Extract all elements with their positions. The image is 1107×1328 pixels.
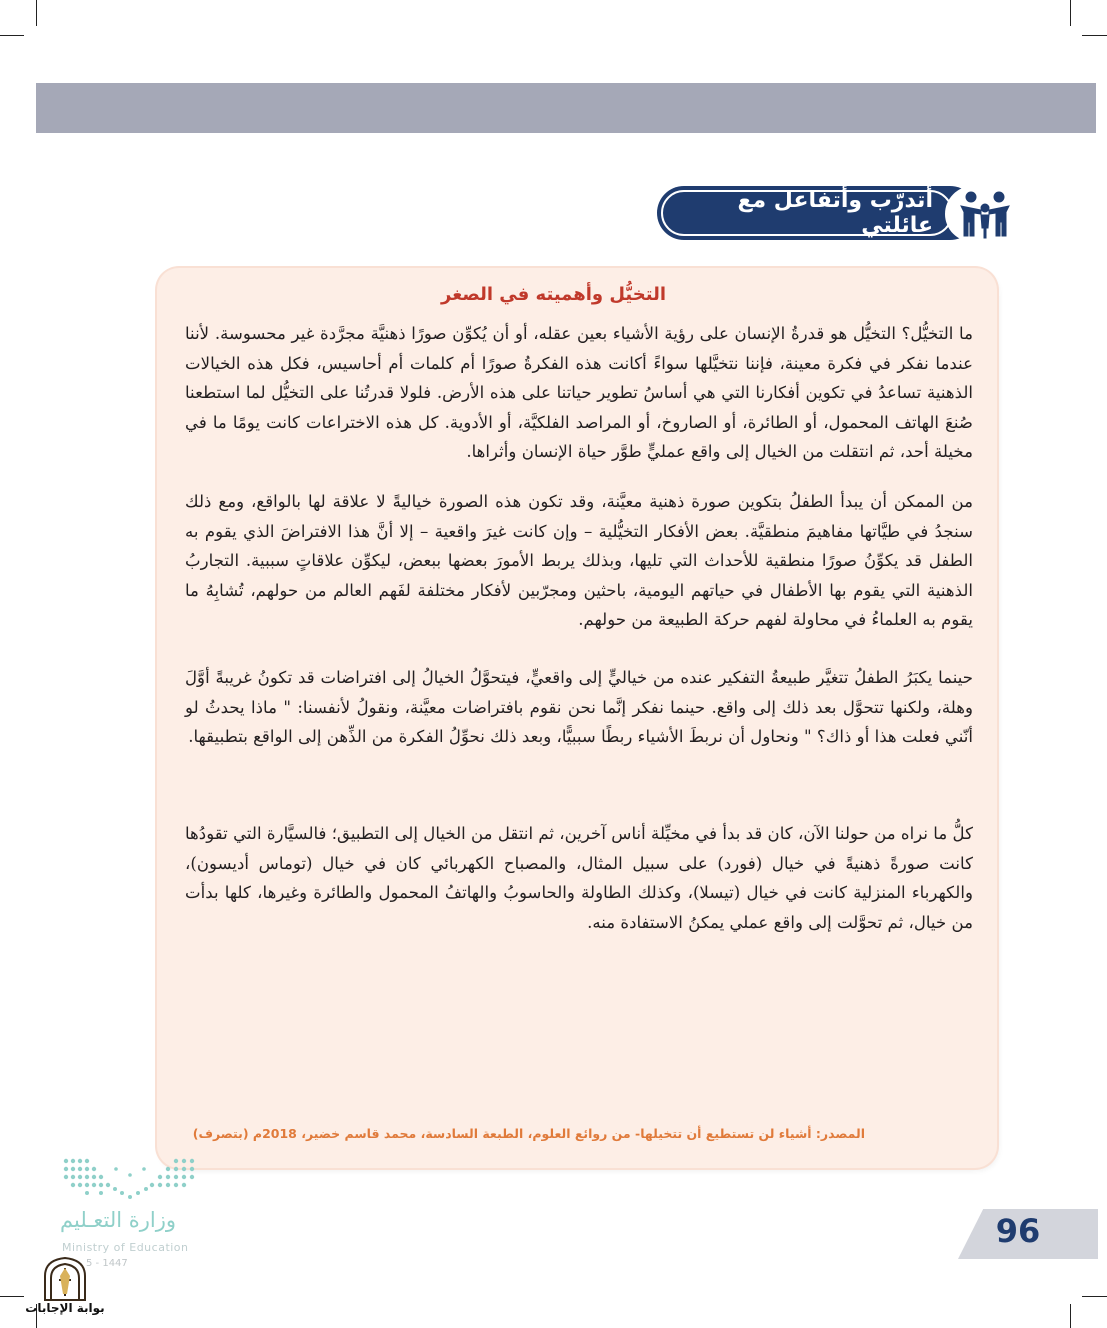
site-logo-text: بوابة الإجابات: [25, 1301, 105, 1315]
family-icon: [957, 188, 1013, 240]
section-heading: [657, 186, 977, 240]
paragraph-1: ما التخيُّل؟ التخيُّل هو قدرةُ الإنسان على رؤية الأشياء بعين عقله، أو أن يُكوِّن صورًا ذهنيَّة مجرَّدة غير محسوسة. لأننا عندما نفكر في فكرة معينة، فإننا نتخيَّلها سواءً أكانت هذه الفكرةُ صورًا أم كلمات أم أحاسيس، فكل هذه الخيالات الذهنية تساعدُ في تكوين أفكارنا التي هي أساسُ تطوير حياتنا على هذه الأرض. فلولا قدرتُنا على التخيُّل لما استطعنا صُنعَ الهاتف المحمول، أو الطائرة، أو الصاروخ، أو المراصد الفلكيَّة، أو الأدوية. كل هذه الاختراعات كانت يومًا ما في مخيلة أحد، ثم انتقلت من الخيال إلى واقع عمليٍّ طوَّر حياة الإنسان وأثراها.: [185, 324, 973, 462]
paragraph-3: حينما يكبَرُ الطفلُ تتغيَّر طبيعةُ التفكير عنده من خياليٍّ إلى واقعيٍّ، فيتحوَّلُ الخيالُ إلى افتراضات قد تكونُ غريبةً أوَّلَ وهلة، ولكنها تتحوَّل بعد ذلك إلى واقع. حينما نفكر إنَّما نحن نقوم بافتراضات معيَّنة، ونقولُ لأنفسنا: " ماذا يحدثُ لو أنّني فعلت هذا أو ذاك؟ " ونحاول أن نربطَ الأشياء ربطًا سببيًّا، وبعد ذلك نحوِّلُ الفكرة من الذِّهن إلى الواقع بتطبيقها.: [185, 668, 973, 747]
site-logo-icon: [40, 1256, 90, 1302]
page-number: 96: [995, 1212, 1041, 1250]
paragraph-2: من الممكن أن يبدأ الطفلُ بتكوين صورة ذهنية معيَّنة، وقد تكون هذه الصورة خياليةً لا علاقة لها بالواقع، ومع ذلك سنجدُ في طيَّاتها مفاهيمَ منطقيَّة. بعض الأفكار التخيُّلية – وإن كانت غيرَ واقعية – إلا أنَّ هذا الافتراضَ الذي يقوم به الطفل قد يكوِّنُ صورًا منطقية للأحداث التي تليها، وبذلك يربط الأمورَ بعضها ببعض، ليكوِّن علاقاتٍ سببية. التجاربُ الذهنية التي يقوم بها الأطفال في حياتهم اليومية، باحثين ومجرّبين لأفكار مختلفة لفَهم العالم من حولهم، تُشابِهُ ما يقوم به العلماءُ في محاولة لفهم حركة الطبيعة من حولهم.: [185, 492, 973, 630]
ministry-name-english: Ministry of Education: [62, 1241, 189, 1254]
section-heading-border: [661, 190, 953, 236]
crop-mark: [0, 35, 24, 36]
crop-mark: [0, 1296, 24, 1297]
card-title: التخيُّل وأهميته في الصغر: [441, 284, 666, 305]
crop-mark: [1082, 1296, 1107, 1297]
family-icon-badge: [945, 186, 1025, 242]
ministry-logo-icon: [60, 1155, 200, 1201]
source-citation: المصدر: أشياء لن تستطيع أن تتخيلها- من روائع العلوم، الطبعة السادسة، محمد قاسم خضير، 2018م (بتصرف): [192, 1126, 865, 1141]
header-band: [36, 83, 1096, 133]
crop-mark: [1082, 35, 1107, 36]
edition-year: 5 - 1447: [86, 1258, 128, 1269]
section-title: أتدرّب وأتفاعل مع عائلتي: [737, 188, 933, 238]
paragraph-4: كلُّ ما نراه من حولنا الآن، كان قد بدأ في مخيِّلة أناس آخرين، ثم انتقل من الخيال إلى التطبيق؛ فالسيَّارة التي تقودُها كانت صورةً ذهنيةً في خيال (فورد) على سبيل المثال، والمصباح الكهربائي كان في خيال (توماس أديسون)، والكهرباء المنزلية كانت في خيال (تيسلا)، وكذلك الطاولة والحاسوبُ والهاتفُ المحمول والطائرة وغيرها، كلها بدأت من خيال، ثم تحوَّلت إلى واقع عملي يمكنُ الاستفادة منه.: [185, 824, 973, 932]
crop-mark: [36, 0, 37, 26]
ministry-name-arabic: وزارة التعـليم: [60, 1208, 177, 1232]
crop-mark: [1070, 0, 1071, 26]
crop-mark: [1070, 1304, 1071, 1328]
